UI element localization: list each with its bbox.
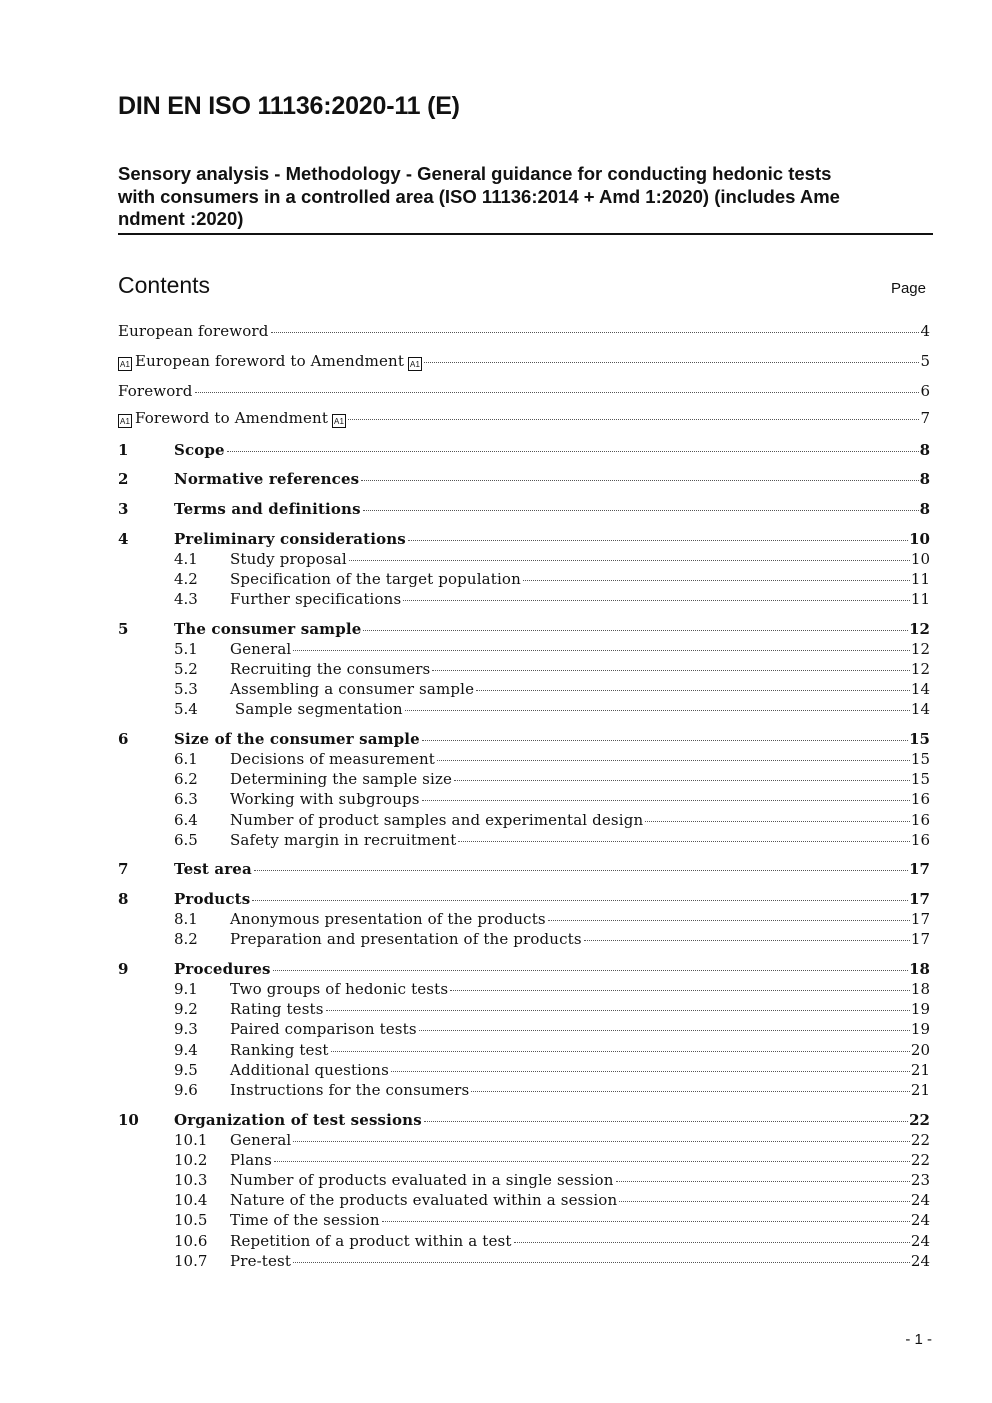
toc-entry-page: 17 xyxy=(910,910,930,928)
toc-entry-line xyxy=(230,1060,930,1080)
toc-entry-line xyxy=(230,769,930,789)
toc-entry-page: 12 xyxy=(910,660,930,678)
toc-entry-title: European foreword xyxy=(118,322,269,340)
toc-entry-number: 6.1 xyxy=(174,750,198,768)
toc-entry-line xyxy=(230,1251,930,1271)
dot-leader xyxy=(548,920,910,921)
toc-entry-title-wrap xyxy=(230,1150,272,1170)
toc-entry[interactable] xyxy=(118,589,930,609)
dot-leader xyxy=(405,710,910,711)
toc-entry-number: 1 xyxy=(118,441,129,459)
toc-entry[interactable] xyxy=(118,381,930,401)
toc-entry[interactable] xyxy=(118,830,930,850)
subtitle-line: Sensory analysis - Methodology - General guidance for conducting hedonic tests xyxy=(118,163,832,184)
toc-entry[interactable] xyxy=(118,1231,930,1251)
title-divider xyxy=(118,233,933,235)
toc-entry-title: Assembling a consumer sample xyxy=(230,680,475,698)
toc-entry-title: Working with subgroups xyxy=(230,790,420,808)
toc-entry-line xyxy=(230,1019,930,1039)
toc-entry-line xyxy=(230,789,930,809)
toc-entry-title: Recruiting the consumers xyxy=(230,660,431,678)
toc-entry-line xyxy=(230,639,930,659)
toc-entry-page: 17 xyxy=(910,930,930,948)
toc-entry-number: 4.3 xyxy=(174,590,198,608)
toc-entry[interactable] xyxy=(118,321,930,341)
toc-entry[interactable] xyxy=(118,789,930,809)
toc-entry-title-wrap xyxy=(174,440,225,460)
toc-entry-number: 8 xyxy=(118,890,129,908)
dot-leader xyxy=(273,970,908,971)
toc-entry-title-wrap xyxy=(230,979,448,999)
dot-leader xyxy=(424,1121,908,1122)
toc-entry-line xyxy=(174,440,930,460)
toc-entry-title: Repetition of a product within a test xyxy=(230,1232,512,1250)
dot-leader xyxy=(349,560,910,561)
toc-entry-number: 6.3 xyxy=(174,790,198,808)
toc-entry-page: 8 xyxy=(919,500,930,518)
toc-entry[interactable] xyxy=(118,979,930,999)
toc-entry-page: 22 xyxy=(909,1111,930,1129)
toc-entry-page: 8 xyxy=(919,470,930,488)
toc-entry-page: 20 xyxy=(910,1041,930,1059)
toc-entry-page: 24 xyxy=(910,1211,930,1229)
toc-entry[interactable] xyxy=(118,679,930,699)
toc-entry-line xyxy=(230,1231,930,1251)
toc-entry-line xyxy=(230,679,930,699)
toc-entry[interactable] xyxy=(118,1019,930,1039)
toc-entry-line xyxy=(174,619,930,639)
toc-entry-title-wrap xyxy=(230,749,435,769)
toc-entry-title: Preliminary considerations xyxy=(174,530,406,548)
toc-entry[interactable] xyxy=(118,729,930,749)
toc-entry[interactable] xyxy=(118,810,930,830)
toc-entry[interactable] xyxy=(118,1060,930,1080)
toc-entry-title: The consumer sample xyxy=(174,620,362,638)
subtitle-line: with consumers in a controlled area (ISO 11136:2014 + Amd 1:2020) (includes Ame xyxy=(118,185,840,207)
toc-entry-page: 10 xyxy=(909,530,930,548)
toc-entry-title-wrap xyxy=(230,789,420,809)
toc-entry-title-wrap xyxy=(230,769,452,789)
toc-entry-page: 14 xyxy=(910,700,930,718)
toc-entry[interactable] xyxy=(118,999,930,1019)
toc-entry-line xyxy=(118,321,930,341)
toc-entry-title-wrap xyxy=(174,729,420,749)
amendment-start-icon: A1 xyxy=(118,357,132,371)
toc-entry-title: Determining the sample size xyxy=(230,770,453,788)
toc-entry-line xyxy=(118,408,930,428)
toc-entry-title-wrap xyxy=(230,1231,512,1251)
toc-entry-number: 2 xyxy=(118,470,129,488)
toc-entry-number: 4.1 xyxy=(174,550,198,568)
dot-leader xyxy=(293,650,910,651)
toc-entry-title: Safety margin in recruitment xyxy=(230,831,457,849)
toc-entry-title: Study proposal xyxy=(230,550,347,568)
toc-entry-title: Sample segmentation xyxy=(230,700,403,718)
toc-entry-title-wrap xyxy=(174,469,359,489)
subtitle-line: ndment :2020) xyxy=(118,208,244,229)
dot-leader xyxy=(584,940,910,941)
toc-entry-page: 22 xyxy=(910,1131,930,1149)
toc-entry-title: Additional questions xyxy=(230,1061,389,1079)
toc-entry-number: 5.4 xyxy=(174,700,198,718)
toc-entry-line xyxy=(174,1110,930,1130)
toc-entry-page: 19 xyxy=(910,1020,930,1038)
toc-entry-title-wrap xyxy=(230,699,403,719)
toc-entry-title: Normative references xyxy=(174,470,360,488)
toc-entry-title: Preparation and presentation of the products xyxy=(230,930,582,948)
toc-entry-title: Decisions of measurement xyxy=(230,750,435,768)
dot-leader xyxy=(326,1010,910,1011)
toc-entry-line xyxy=(230,699,930,719)
toc-entry[interactable] xyxy=(118,1130,930,1150)
toc-entry-page: 7 xyxy=(920,409,930,427)
toc-entry-line xyxy=(230,830,930,850)
toc-entry[interactable] xyxy=(118,619,930,639)
toc-entry[interactable] xyxy=(118,859,930,879)
amendment-end-icon: A1 xyxy=(408,357,422,371)
dot-leader xyxy=(252,900,908,901)
toc-entry-title: Instructions for the consumers xyxy=(230,1081,470,1099)
toc-entry-line xyxy=(230,909,930,929)
toc-entry[interactable] xyxy=(118,769,930,789)
toc-entry-number: 5.3 xyxy=(174,680,198,698)
toc-entry-title: Ranking test xyxy=(230,1041,329,1059)
toc-entry-line xyxy=(230,810,930,830)
toc-entry-title: Anonymous presentation of the products xyxy=(230,910,546,928)
toc-entry[interactable] xyxy=(118,1080,930,1100)
toc-entry[interactable] xyxy=(118,1251,930,1271)
toc-entry-page: 17 xyxy=(909,890,930,908)
dot-leader xyxy=(422,740,908,741)
toc-entry-line xyxy=(174,499,930,519)
toc-entry[interactable] xyxy=(118,529,930,549)
toc-entry-line xyxy=(230,979,930,999)
toc-entry-page: 16 xyxy=(910,790,930,808)
toc-entry-title-wrap xyxy=(230,909,546,929)
dot-leader xyxy=(382,1221,910,1222)
toc-entry-title-wrap xyxy=(230,1080,469,1100)
toc-entry-number: 9.2 xyxy=(174,1000,198,1018)
toc-entry-title: Scope xyxy=(174,441,225,459)
toc-entry-title: Number of product samples and experimental design xyxy=(230,811,644,829)
toc-entry-line xyxy=(230,999,930,1019)
toc-entry-title: General xyxy=(230,640,292,658)
toc-entry-number: 6.2 xyxy=(174,770,198,788)
dot-leader xyxy=(227,451,919,452)
toc-entry-title-wrap xyxy=(230,1130,291,1150)
toc-entry-page: 24 xyxy=(910,1252,930,1270)
toc-entry[interactable] xyxy=(118,659,930,679)
toc-entry-number: 10 xyxy=(118,1111,139,1129)
toc-entry-title: Rating tests xyxy=(230,1000,324,1018)
toc-entry-page: 24 xyxy=(910,1191,930,1209)
toc-entry-line xyxy=(174,469,930,489)
toc-entry-number: 10.7 xyxy=(174,1252,208,1270)
toc-entry-line xyxy=(230,549,930,569)
toc-entry-number: 4 xyxy=(118,530,129,548)
toc-entry-number: 10.4 xyxy=(174,1191,208,1209)
toc-entry-title-wrap xyxy=(230,569,521,589)
document-title: DIN EN ISO 11136:2020-11 (E) xyxy=(118,92,460,120)
toc-entry-number: 5.2 xyxy=(174,660,198,678)
toc-entry-title-wrap xyxy=(230,830,456,850)
toc-entry-page: 14 xyxy=(910,680,930,698)
toc-entry-number: 9.1 xyxy=(174,980,198,998)
toc-entry-page: 16 xyxy=(910,811,930,829)
toc-entry-page: 12 xyxy=(909,620,930,638)
toc-entry-line xyxy=(230,589,930,609)
toc-entry-line xyxy=(174,889,930,909)
toc-entry-title-wrap xyxy=(230,1019,417,1039)
toc-entry-page: 5 xyxy=(920,352,930,370)
dot-leader xyxy=(293,1141,910,1142)
toc-entry-title: Pre-test xyxy=(230,1252,292,1270)
toc-entry-number: 9.3 xyxy=(174,1020,198,1038)
toc-entry-page: 8 xyxy=(919,441,930,459)
dot-leader xyxy=(476,690,910,691)
toc-entry[interactable] xyxy=(118,1170,930,1190)
toc-entry[interactable] xyxy=(118,1110,930,1130)
toc-entry-title-wrap xyxy=(174,619,361,639)
toc-entry-number: 9.5 xyxy=(174,1061,198,1079)
toc-entry-title-wrap xyxy=(230,999,324,1019)
toc-entry[interactable] xyxy=(118,569,930,589)
toc-entry-page: 18 xyxy=(909,960,930,978)
dot-leader xyxy=(419,1030,910,1031)
dot-leader xyxy=(450,990,910,991)
toc-entry-number: 5.1 xyxy=(174,640,198,658)
contents-heading: Contents xyxy=(118,272,211,298)
toc-entry-number: 10.3 xyxy=(174,1171,208,1189)
toc-entry[interactable] xyxy=(118,499,930,519)
dot-leader xyxy=(645,821,910,822)
toc-entry-title-wrap xyxy=(230,1040,329,1060)
toc-entry-title-wrap xyxy=(230,1251,291,1271)
toc-entry-number: 10.2 xyxy=(174,1151,208,1169)
amendment-end-icon: A1 xyxy=(332,414,346,428)
toc-entry-title: Paired comparison tests xyxy=(230,1020,417,1038)
toc-entry-line xyxy=(230,659,930,679)
toc-entry-title: Products xyxy=(174,890,251,908)
toc-entry-number: 8.2 xyxy=(174,930,198,948)
toc-entry-title-wrap xyxy=(118,321,269,341)
toc-entry[interactable] xyxy=(118,959,930,979)
toc-entry-page: 11 xyxy=(910,570,930,588)
toc-entry-title: General xyxy=(230,1131,292,1149)
dot-leader xyxy=(403,600,910,601)
toc-entry-page: 19 xyxy=(910,1000,930,1018)
toc-entry-page: 23 xyxy=(910,1171,930,1189)
toc-entry[interactable] xyxy=(118,440,930,460)
toc-entry-page: 12 xyxy=(910,640,930,658)
toc-entry[interactable] xyxy=(118,1040,930,1060)
toc-entry-number: 6.5 xyxy=(174,831,198,849)
toc-entry-title-wrap xyxy=(230,1060,389,1080)
dot-leader xyxy=(195,392,920,393)
toc-entry-page: 11 xyxy=(910,590,930,608)
toc-entry-page: 24 xyxy=(910,1232,930,1250)
toc-entry-line xyxy=(230,1130,930,1150)
toc-entry[interactable] xyxy=(118,1150,930,1170)
toc-entry-title-wrap xyxy=(230,810,643,830)
toc-entry-title-wrap xyxy=(174,859,252,879)
dot-leader xyxy=(437,760,910,761)
toc-entry[interactable] xyxy=(118,469,930,489)
toc-entry-line xyxy=(174,529,930,549)
toc-entry-title-wrap xyxy=(118,351,422,371)
toc-entry-title: Size of the consumer sample xyxy=(174,730,420,748)
toc-entry-title-wrap xyxy=(230,929,582,949)
toc-entry-title: European foreword to Amendment xyxy=(135,352,405,370)
toc-entry-title: Procedures xyxy=(174,960,271,978)
toc-entry-number: 4.2 xyxy=(174,570,198,588)
toc-entry-line xyxy=(118,351,930,371)
dot-leader xyxy=(348,419,919,420)
toc-entry-line xyxy=(174,729,930,749)
toc-entry[interactable] xyxy=(118,1190,930,1210)
toc-entry-title-wrap xyxy=(118,381,193,401)
toc-entry-number: 10.6 xyxy=(174,1232,208,1250)
dot-leader xyxy=(254,870,908,871)
toc-entry-title-wrap xyxy=(174,959,271,979)
toc-entry[interactable] xyxy=(118,889,930,909)
dot-leader xyxy=(331,1051,910,1052)
dot-leader xyxy=(424,362,919,363)
toc-entry-number: 6 xyxy=(118,730,129,748)
toc-entry-title: Foreword to Amendment xyxy=(135,409,329,427)
dot-leader xyxy=(454,780,910,781)
toc-entry-page: 21 xyxy=(910,1061,930,1079)
toc-entry-page: 21 xyxy=(910,1081,930,1099)
document-subtitle xyxy=(118,163,933,231)
toc-entry-title: Further specifications xyxy=(230,590,402,608)
toc-entry-title-wrap xyxy=(230,1170,614,1190)
toc-entry[interactable] xyxy=(118,351,930,371)
toc-entry-title-wrap xyxy=(230,679,474,699)
toc-entry[interactable] xyxy=(118,408,930,428)
toc-entry-title: Specification of the target population xyxy=(230,570,521,588)
dot-leader xyxy=(361,480,918,481)
toc-entry-line xyxy=(174,859,930,879)
toc-entry-number: 8.1 xyxy=(174,910,198,928)
page-number-footer: - 1 - xyxy=(905,1331,932,1348)
toc-entry-number: 10.5 xyxy=(174,1211,208,1229)
dot-leader xyxy=(391,1071,910,1072)
toc-entry[interactable] xyxy=(118,699,930,719)
toc-entry-number: 6.4 xyxy=(174,811,198,829)
toc-entry-title-wrap xyxy=(230,549,347,569)
toc-entry-page: 15 xyxy=(910,750,930,768)
page-column-label: Page xyxy=(890,280,926,297)
toc-entry-title: Nature of the products evaluated within a session xyxy=(230,1191,618,1209)
toc-entry-page: 10 xyxy=(910,550,930,568)
toc-entry-page: 22 xyxy=(910,1151,930,1169)
toc-entry-page: 4 xyxy=(920,322,930,340)
toc-entry-title-wrap xyxy=(230,659,430,679)
toc-entry-title: Organization of test sessions xyxy=(174,1111,422,1129)
toc-entry-line xyxy=(230,1170,930,1190)
toc-entry-title: Test area xyxy=(174,860,252,878)
toc-entry[interactable] xyxy=(118,639,930,659)
amendment-start-icon: A1 xyxy=(118,414,132,428)
dot-leader xyxy=(408,540,908,541)
dot-leader xyxy=(363,630,908,631)
dot-leader xyxy=(514,1242,910,1243)
toc-entry-line xyxy=(230,1210,930,1230)
toc-entry-title-wrap xyxy=(118,408,346,428)
toc-entry-line xyxy=(230,1150,930,1170)
toc-entry-page: 6 xyxy=(920,382,930,400)
dot-leader xyxy=(523,580,910,581)
toc-entry-title-wrap xyxy=(174,1110,422,1130)
toc-entry-title-wrap xyxy=(174,499,361,519)
toc-entry-title-wrap xyxy=(174,889,250,909)
toc-entry-title-wrap xyxy=(230,589,401,609)
toc-entry-title-wrap xyxy=(230,639,291,659)
toc-entry-number: 9.6 xyxy=(174,1081,198,1099)
dot-leader xyxy=(432,670,909,671)
dot-leader xyxy=(471,1091,910,1092)
toc-entry-title: Plans xyxy=(230,1151,272,1169)
toc-entry[interactable] xyxy=(118,929,930,949)
dot-leader xyxy=(619,1201,910,1202)
toc-entry-title: Terms and definitions xyxy=(174,500,361,518)
toc-entry-line xyxy=(230,1040,930,1060)
toc-entry-title: Number of products evaluated in a single session xyxy=(230,1171,614,1189)
toc-entry-line xyxy=(230,569,930,589)
toc-entry-number: 3 xyxy=(118,500,129,518)
toc-entry-number: 7 xyxy=(118,860,129,878)
toc-entry-title: Time of the session xyxy=(230,1211,380,1229)
dot-leader xyxy=(271,332,920,333)
toc-entry-line xyxy=(230,1190,930,1210)
toc-entry-title: Two groups of hedonic tests xyxy=(230,980,449,998)
toc-entry-page: 16 xyxy=(910,831,930,849)
dot-leader xyxy=(274,1161,910,1162)
toc-entry-page: 15 xyxy=(910,770,930,788)
toc-entry-page: 15 xyxy=(909,730,930,748)
toc-entry-title-wrap xyxy=(230,1210,380,1230)
toc-entry[interactable] xyxy=(118,549,930,569)
toc-entry[interactable] xyxy=(118,1210,930,1230)
dot-leader xyxy=(616,1181,910,1182)
toc-entry-title-wrap xyxy=(230,1190,617,1210)
toc-entry-title: Foreword xyxy=(118,382,193,400)
toc-entry-page: 18 xyxy=(910,980,930,998)
dot-leader xyxy=(422,800,910,801)
toc-entry-number: 9 xyxy=(118,960,129,978)
toc-entry-line xyxy=(230,1080,930,1100)
toc-entry-line xyxy=(230,749,930,769)
dot-leader xyxy=(363,510,919,511)
toc-entry[interactable] xyxy=(118,909,930,929)
toc-entry-number: 9.4 xyxy=(174,1041,198,1059)
dot-leader xyxy=(293,1262,910,1263)
toc-entry-line xyxy=(230,929,930,949)
toc-entry[interactable] xyxy=(118,749,930,769)
dot-leader xyxy=(458,841,910,842)
toc-entry-page: 17 xyxy=(909,860,930,878)
toc-entry-line xyxy=(118,381,930,401)
toc-entry-number: 10.1 xyxy=(174,1131,208,1149)
toc-entry-number: 5 xyxy=(118,620,129,638)
toc-entry-title-wrap xyxy=(174,529,406,549)
toc-entry-line xyxy=(174,959,930,979)
